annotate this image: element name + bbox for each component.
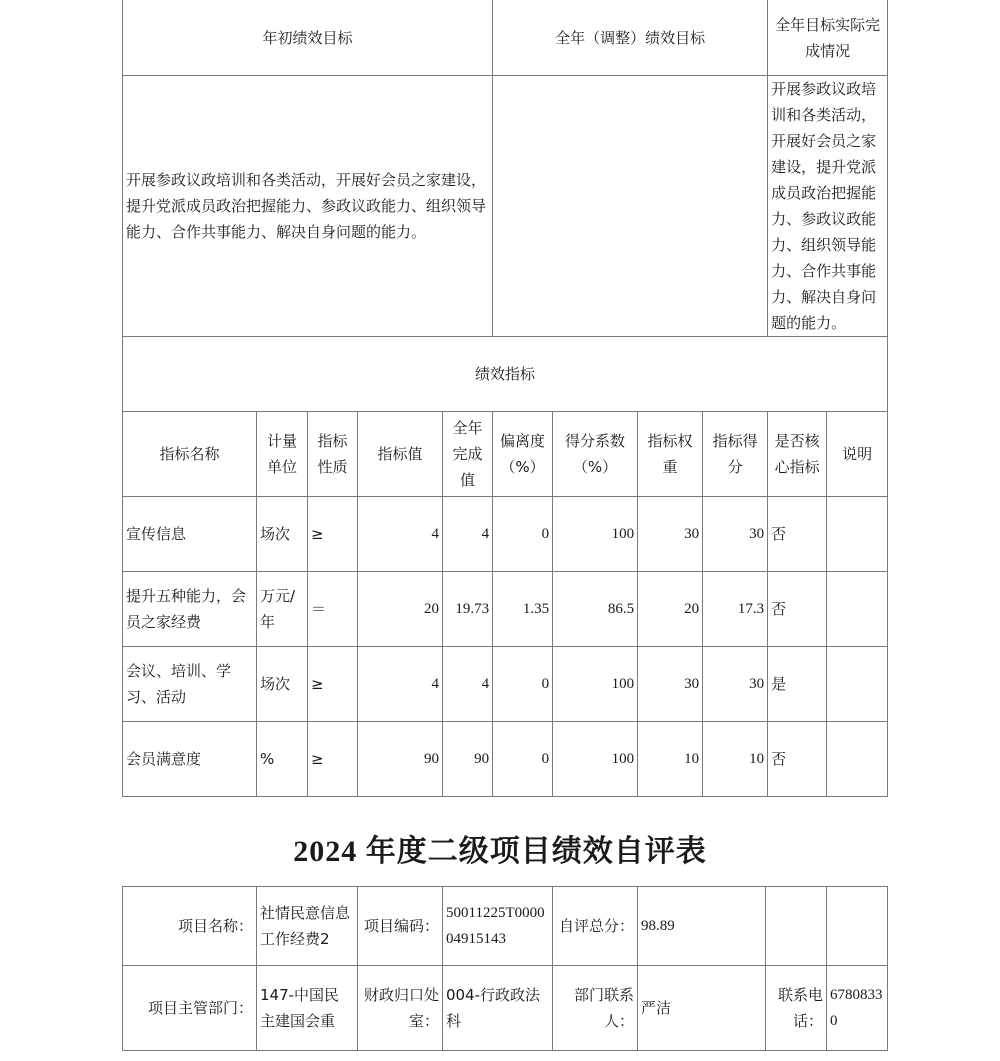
col-header-deviation: 偏离度（%）	[493, 412, 553, 497]
indicator-core: 否	[768, 497, 827, 572]
finance-office-label: 财政归口处室：	[358, 966, 443, 1051]
project-code-label: 项目编码：	[358, 887, 443, 966]
indicator-note	[827, 497, 888, 572]
indicator-deviation: 0	[493, 497, 553, 572]
col-header-coefficient: 得分系数（%）	[553, 412, 638, 497]
initial-goal-text: 开展参政议政培训和各类活动，开展好会员之家建设，提升党派成员政治把握能力、参政议政能力、组织领导能力、合作共事能力、解决自身问题的能力。	[123, 76, 493, 337]
indicator-target: 4	[358, 497, 443, 572]
department-value: 147-中国民主建国会重	[257, 966, 358, 1051]
indicator-coefficient: 86.5	[553, 572, 638, 647]
indicator-nature: ≥	[308, 497, 358, 572]
indicator-actual: 90	[443, 722, 493, 797]
indicator-core: 否	[768, 722, 827, 797]
indicator-actual: 4	[443, 497, 493, 572]
col-header-target: 指标值	[358, 412, 443, 497]
indicators-header-row	[123, 412, 888, 497]
project-name-label: 项目名称：	[123, 887, 257, 966]
indicator-weight: 30	[638, 497, 703, 572]
indicator-name: 宣传信息	[123, 497, 257, 572]
indicator-name: 会议、培训、学习、活动	[123, 647, 257, 722]
total-score-value: 98.89	[638, 887, 766, 966]
col-header-unit: 计量单位	[257, 412, 308, 497]
indicator-deviation: 1.35	[493, 572, 553, 647]
indicator-name: 提升五种能力，会员之家经费	[123, 572, 257, 647]
indicator-note	[827, 722, 888, 797]
indicator-note	[827, 572, 888, 647]
indicator-unit: 场次	[257, 647, 308, 722]
project-code-value: 50011225T000004915143	[443, 887, 553, 966]
table-row	[123, 572, 888, 647]
department-label: 项目主管部门：	[123, 966, 257, 1051]
col-header-core: 是否核心指标	[768, 412, 827, 497]
indicator-unit: %	[257, 722, 308, 797]
indicator-score: 17.3	[703, 572, 768, 647]
indicator-score: 30	[703, 497, 768, 572]
indicator-deviation: 0	[493, 722, 553, 797]
indicator-nature: ≥	[308, 722, 358, 797]
header-actual-completion: 全年目标实际完成情况	[768, 0, 888, 76]
col-header-nature: 指标性质	[308, 412, 358, 497]
empty-cell	[827, 887, 888, 966]
indicator-unit: 万元/年	[257, 572, 308, 647]
indicator-nature: ＝	[308, 572, 358, 647]
indicator-score: 10	[703, 722, 768, 797]
indicator-weight: 20	[638, 572, 703, 647]
header-adjusted-goal: 全年（调整）绩效目标	[493, 0, 768, 76]
indicator-note	[827, 647, 888, 722]
table-row	[123, 722, 888, 797]
col-header-weight: 指标权重	[638, 412, 703, 497]
col-header-name: 指标名称	[123, 412, 257, 497]
indicator-score: 30	[703, 647, 768, 722]
adjusted-goal-text	[493, 76, 768, 337]
finance-office-value: 004-行政政法科	[443, 966, 553, 1051]
indicator-actual: 4	[443, 647, 493, 722]
indicator-weight: 10	[638, 722, 703, 797]
indicator-weight: 30	[638, 647, 703, 722]
project-name-value: 社情民意信息工作经费2	[257, 887, 358, 966]
performance-goals-table	[122, 0, 888, 797]
indicator-target: 90	[358, 722, 443, 797]
indicator-target: 20	[358, 572, 443, 647]
indicator-actual: 19.73	[443, 572, 493, 647]
indicator-coefficient: 100	[553, 647, 638, 722]
indicator-deviation: 0	[493, 647, 553, 722]
project-info-table	[122, 886, 888, 1051]
document-title: 2024 年度二级项目绩效自评表	[293, 835, 707, 868]
phone-value: 67808330	[827, 966, 888, 1051]
indicator-core: 是	[768, 647, 827, 722]
col-header-actual: 全年完成值	[443, 412, 493, 497]
total-score-label: 自评总分：	[553, 887, 638, 966]
indicator-unit: 场次	[257, 497, 308, 572]
table-row	[123, 647, 888, 722]
phone-label: 联系电话：	[766, 966, 827, 1051]
actual-completion-text: 开展参政议政培训和各类活动，开展好会员之家建设，提升党派成员政治把握能力、参政议政能力、组织领导能力、合作共事能力、解决自身问题的能力。	[768, 76, 888, 337]
contact-value: 严洁	[638, 966, 766, 1051]
indicator-target: 4	[358, 647, 443, 722]
contact-label: 部门联系人：	[553, 966, 638, 1051]
indicator-nature: ≥	[308, 647, 358, 722]
col-header-note: 说明	[827, 412, 888, 497]
indicator-name: 会员满意度	[123, 722, 257, 797]
col-header-score: 指标得分	[703, 412, 768, 497]
indicator-coefficient: 100	[553, 722, 638, 797]
indicators-section-title: 绩效指标	[123, 337, 888, 412]
table-row	[123, 497, 888, 572]
empty-cell	[766, 887, 827, 966]
indicator-coefficient: 100	[553, 497, 638, 572]
header-initial-goal: 年初绩效目标	[123, 0, 493, 76]
indicator-core: 否	[768, 572, 827, 647]
